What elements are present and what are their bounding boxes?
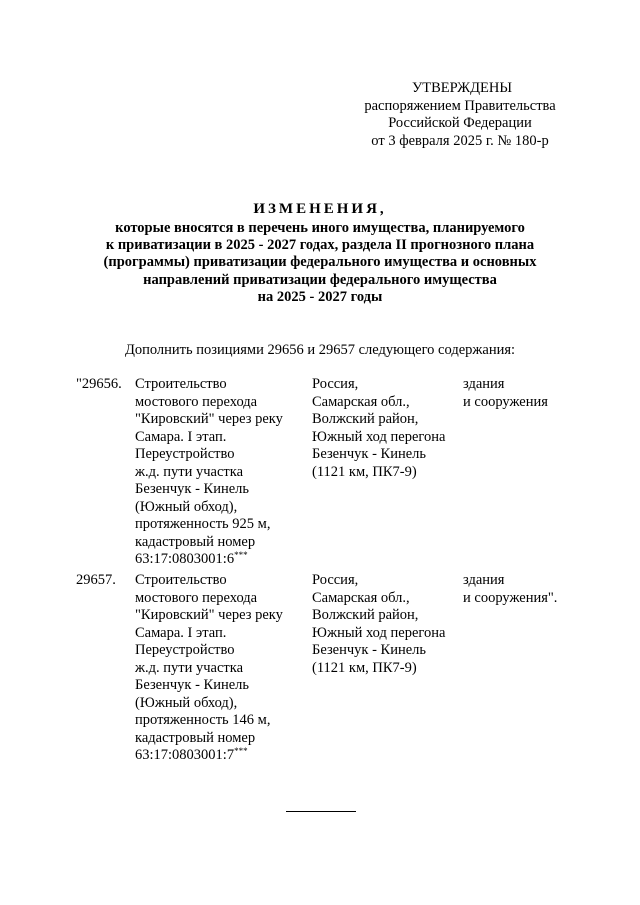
entry-name-line: Строительство	[135, 572, 227, 588]
footnote-mark: ***	[234, 550, 248, 560]
approval-block	[340, 80, 580, 150]
entry-name-line: (Южный обход),	[135, 694, 238, 711]
entry-number: 29657.	[76, 572, 116, 588]
entry-name	[135, 572, 295, 765]
subtitle-line: (программы) приватизации федерального имущества и основных	[103, 254, 537, 271]
entry-name-line: мостового перехода	[135, 393, 258, 410]
approval-line-1: распоряжением Правительства	[364, 97, 556, 114]
entry-location-line: (1121 км, ПК7-9)	[312, 463, 417, 480]
entry-name-line: протяженность 146 м,	[135, 712, 271, 728]
entry-location-line: Безенчук - Кинель	[312, 642, 427, 658]
entry-name-line: Безенчук - Кинель	[135, 481, 250, 497]
entry-cadastral-line	[135, 747, 295, 765]
closing-divider	[286, 811, 356, 812]
entry-name-line: "Кировский" через реку	[135, 607, 283, 623]
entry-kind-line: здания	[463, 376, 505, 392]
subtitle-line: к приватизации в 2025 - 2027 годах, раздела II прогнозного плана	[105, 237, 535, 254]
entry-number: "29656.	[76, 376, 122, 392]
subtitle-line: направлений приватизации федерального имущества	[143, 271, 497, 288]
entry-location-line: Самарская обл.,	[312, 589, 410, 606]
document-title: ИЗМЕНЕНИЯ,	[253, 201, 387, 217]
cadastral-number: 63:17:0803001:7	[135, 747, 235, 763]
footnote-mark: ***	[234, 746, 248, 756]
entry-name-line: (Южный обход),	[135, 498, 238, 515]
entry-cadastral-line	[135, 551, 295, 569]
entry-location-line: Южный ход перегона	[312, 428, 446, 445]
entry-kind-line: здания	[463, 572, 505, 588]
entry-name-line: Самара. I этап.	[135, 624, 227, 641]
entry-location	[312, 572, 462, 677]
entry-name-line: кадастровый номер	[135, 533, 256, 550]
entry-location-line: Россия,	[312, 572, 359, 588]
entry-location-line: (1121 км, ПК7-9)	[312, 659, 417, 676]
entry-name-line: Переустройство	[135, 642, 235, 658]
entry-name-line: Строительство	[135, 376, 227, 392]
approval-line-2: Российской Федерации	[388, 115, 532, 131]
entry-location-line: Южный ход перегона	[312, 624, 446, 641]
entry-name	[135, 376, 295, 569]
entry-location-line: Волжский район,	[312, 607, 419, 623]
entry-name-line: Безенчук - Кинель	[135, 677, 250, 693]
entry-name-line: протяженность 925 м,	[135, 516, 271, 532]
entry-location-line: Безенчук - Кинель	[312, 446, 427, 462]
intro-paragraph: Дополнить позициями 29656 и 29657 следующего содержания:	[124, 342, 516, 358]
approval-line-3: от 3 февраля 2025 г. № 180-р	[371, 132, 549, 149]
entry-name-line: ж.д. пути участка	[135, 463, 244, 480]
entry-location-line: Волжский район,	[312, 411, 419, 427]
entry-name-line: Переустройство	[135, 446, 235, 462]
entry-kind	[463, 572, 603, 607]
entry-name-line: Самара. I этап.	[135, 428, 227, 445]
cadastral-number: 63:17:0803001:6	[135, 551, 235, 567]
approval-heading: УТВЕРЖДЕНЫ	[411, 80, 513, 96]
entry-location-line: Россия,	[312, 376, 359, 392]
subtitle-line: на 2025 - 2027 годы	[257, 288, 383, 305]
entry-location	[312, 376, 462, 481]
entry-name-line: кадастровый номер	[135, 729, 256, 746]
entry-name-line: "Кировский" через реку	[135, 411, 283, 427]
entry-kind-line: и сооружения	[463, 393, 548, 410]
document-subtitle	[80, 220, 560, 306]
subtitle-line: которые вносятся в перечень иного имущества, планируемого	[115, 220, 525, 236]
entry-kind	[463, 376, 603, 411]
entry-name-line: мостового перехода	[135, 589, 258, 606]
entry-name-line: ж.д. пути участка	[135, 659, 244, 676]
entry-location-line: Самарская обл.,	[312, 393, 410, 410]
entry-kind-line: и сооружения".	[463, 589, 558, 606]
